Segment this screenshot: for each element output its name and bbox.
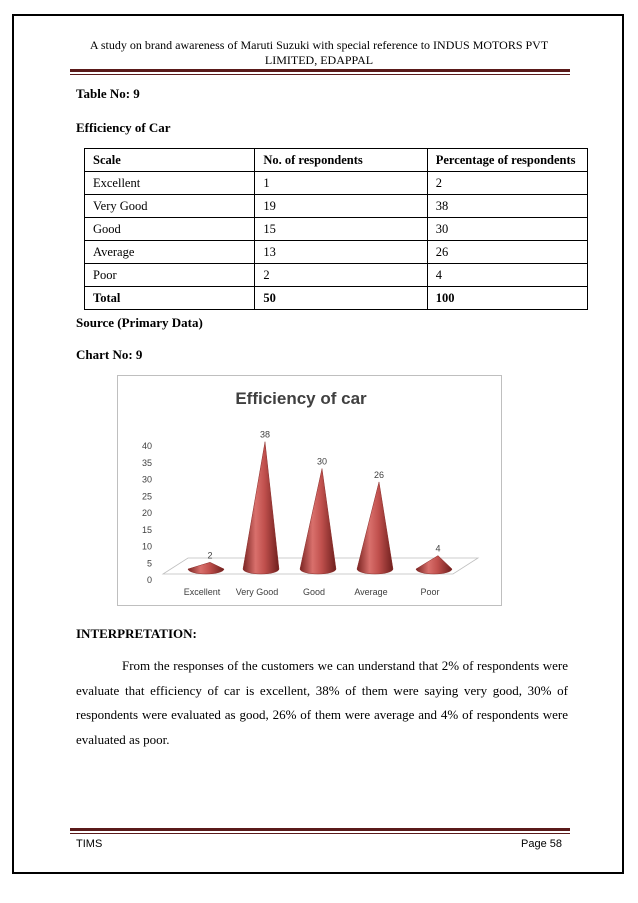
x-tick-label: Poor [420, 587, 440, 597]
x-tick-label: Good [302, 587, 326, 597]
efficiency-table [84, 148, 588, 310]
chart-cone [243, 442, 279, 574]
table-row [85, 218, 588, 241]
data-label: 4 [435, 543, 441, 554]
table-row [85, 195, 588, 218]
footer-page-number: Page 58 [521, 838, 562, 850]
chart-title: Efficiency of car [235, 389, 367, 408]
table-header-cell: Scale [85, 149, 255, 172]
data-label: 30 [316, 456, 328, 467]
page-header [60, 38, 578, 68]
table-total-row [85, 287, 588, 310]
x-axis-labels [184, 587, 440, 597]
x-tick-label: Average [354, 587, 388, 597]
table-cell: 4 [427, 264, 587, 287]
y-tick-label: 5 [146, 558, 152, 569]
table-cell: Total [85, 287, 255, 310]
table-cell: 19 [255, 195, 427, 218]
table-cell: 50 [255, 287, 427, 310]
header-line-2: LIMITED, EDAPPAL [264, 53, 374, 67]
table-header-cell: Percentage of respondents [427, 149, 587, 172]
table-cell: 38 [427, 195, 587, 218]
chart-cone [357, 482, 393, 574]
table-row [85, 264, 588, 287]
footer-rule [70, 828, 570, 831]
table-cell: 15 [255, 218, 427, 241]
table-cell: Average [85, 241, 255, 264]
y-tick-label: 40 [141, 441, 152, 451]
y-tick-label: 30 [141, 474, 152, 485]
table-header-row [85, 149, 588, 172]
table-cell: Good [85, 218, 255, 241]
y-tick-label: 25 [141, 491, 152, 502]
table-label: Table No: 9 [76, 86, 140, 101]
interpretation-heading: INTERPRETATION: [76, 626, 197, 641]
table-row [85, 172, 588, 195]
table-cell: Poor [85, 264, 255, 287]
table-title: Efficiency of Car [76, 120, 171, 135]
y-axis-ticks [142, 441, 152, 585]
data-label: 26 [373, 469, 385, 480]
table-cell: 2 [427, 172, 587, 195]
table-cell: Very Good [85, 195, 255, 218]
table-cell: 2 [255, 264, 427, 287]
data-label: 2 [207, 550, 213, 561]
table-header-cell: No. of respondents [255, 149, 427, 172]
data-label: 38 [259, 429, 271, 440]
table-cell: 13 [255, 241, 427, 264]
y-tick-label: 10 [141, 541, 152, 552]
table-cell: Excellent [85, 172, 255, 195]
chart-cone [300, 469, 336, 575]
footer-rule-thin [70, 833, 570, 834]
y-tick-label: 20 [141, 508, 152, 518]
y-tick-label: 35 [141, 457, 152, 468]
chart-cone [188, 562, 224, 574]
table-cell: 30 [427, 218, 587, 241]
x-tick-label: Excellent [183, 587, 221, 597]
header-rule-thin [70, 74, 570, 75]
y-tick-label: 0 [146, 575, 152, 585]
chart-label: Chart No: 9 [76, 347, 143, 362]
header-line-1: A study on brand awareness of Maruti Suzuki with special reference to INDUS MOTORS PVT [89, 38, 549, 52]
table-cell: 100 [427, 287, 587, 310]
header-rule [70, 69, 570, 72]
table-row [85, 241, 588, 264]
x-tick-label: Very Good [235, 587, 279, 597]
chart-cones [188, 430, 452, 574]
table-cell: 26 [427, 241, 587, 264]
y-tick-label: 15 [141, 524, 152, 535]
interpretation-paragraph: From the responses of the customers we can understand that 2% of respondents were evaluate that efficiency of car is excellent, 38% of them were saying very good, 30% of respondents were evaluated as good, 26% of them were average and 4% of respondents were evaluated as poor. [76, 658, 568, 747]
cone-chart [118, 376, 501, 605]
chart-container [117, 375, 502, 606]
table-cell: 1 [255, 172, 427, 195]
footer-left: TIMS [76, 838, 103, 850]
source-note: Source (Primary Data) [76, 315, 203, 330]
